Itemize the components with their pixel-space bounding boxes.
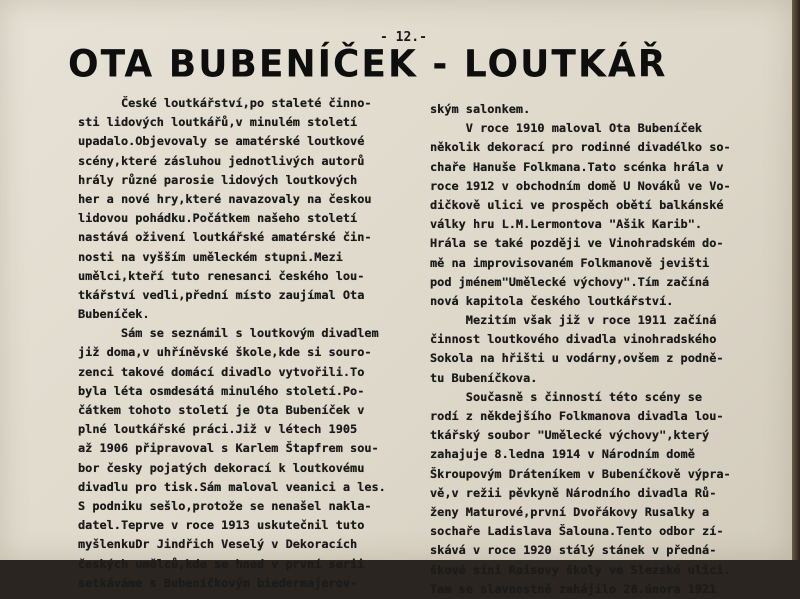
text-line: České loutkářství,po staleté činno- xyxy=(78,96,372,110)
text-line: chaře Hanuše Folkmana.Tato scénka hrála v xyxy=(430,159,724,174)
text-line: nastává oživení loutkářské amatérské čin- xyxy=(78,230,372,245)
text-line: plné loutkářské práci.Již v létech 1905 xyxy=(78,422,358,437)
text-line: setkáváme s Bubeníčkovým biedermajerov- xyxy=(78,575,358,590)
text-line: války hru L.M.Lermontova "Ašik Karib". xyxy=(430,217,703,232)
text-line: datel.Teprve v roce 1913 uskutečnil tuto xyxy=(78,518,365,533)
text-line: Škroupovým Dráteníkem v Bubeníčkově výpra- xyxy=(430,466,731,481)
text-line: ským salonkem. xyxy=(430,102,531,116)
text-line: bor česky pojatých dekorací k loutkovému xyxy=(78,460,365,475)
text-line: dičkově ulici ve prospěch obětí balkánské xyxy=(430,197,724,212)
text-line: V roce 1910 maloval Ota Bubeníček xyxy=(430,121,703,136)
text-line: tu Bubeníčkova. xyxy=(430,370,538,385)
text-line: myšlenkuDr Jindřich Veselý v Dekoracích xyxy=(78,537,358,552)
text-line: her a nové hry,které navazovaly na českou xyxy=(78,191,372,206)
article-title: OTA BUBENÍČEK - LOUTKÁŘ xyxy=(68,42,668,87)
text-line: S podniku sešlo,protože se nenašel nakla- xyxy=(78,498,372,513)
text-line: Současně s činností této scény se xyxy=(430,389,703,404)
text-line: nová kapitola českého loutkářství. xyxy=(430,293,674,308)
text-line: tkářství vedli,přední místo zaujímal Ota xyxy=(78,287,365,302)
text-line: tkářský soubor "Umělecké výchovy",který xyxy=(430,428,710,443)
text-line: škové síni Raisovy školy ve Slezské ulici. xyxy=(430,562,731,577)
text-line: umělci,kteří tuto renesanci českého lou- xyxy=(78,268,365,283)
text-line: roce 1912 v obchodním domě U Nováků ve Vo- xyxy=(430,178,731,193)
text-line: čátkem tohoto století je Ota Bubeníček v xyxy=(78,403,365,417)
text-line: vě,v režii pěvkyně Národního divadla Rů- xyxy=(430,485,717,500)
text-line: hrály různé parosie lidových loutkových xyxy=(78,172,358,187)
text-line: rodí z někdejšího Folkmanova divadla lou- xyxy=(430,409,724,423)
text-line: Sám se seznámil s loutkovým divadlem xyxy=(78,326,379,341)
text-line: lidovou pohádku.Počátkem našeho století xyxy=(78,211,358,226)
text-line: upadalo.Objevovaly se amatérské loutkové xyxy=(78,134,365,149)
text-line: sti lidových loutkářů,v minulém století xyxy=(78,115,358,130)
text-line: ženy Maturové,první Dvořákovy Rusalky a xyxy=(430,504,710,519)
text-line: činnost loutkového divadla vinohradského xyxy=(430,332,717,347)
text-line: již doma,v uhříněvské škole,kde si souro- xyxy=(78,345,372,360)
text-line: divadlu pro tisk.Sám maloval veanici a les. xyxy=(78,479,386,494)
text-line: až 1906 připravoval s Karlem Štapfrem sou- xyxy=(78,441,379,456)
left-column xyxy=(78,94,386,593)
text-line: sochaře Ladislava Šalouna.Tento odbor zí- xyxy=(430,524,724,539)
page-number: - 12.- xyxy=(380,30,427,45)
text-line: skává v roce 1920 stálý stánek v předná- xyxy=(430,543,717,558)
text-line: zahajuje 8.ledna 1914 v Národním domě xyxy=(430,447,695,462)
text-line: nosti na vyšším uměleckém stupni.Mezi xyxy=(78,249,343,264)
text-line: Tam se slavnostně zahájilo 28.února 1921 xyxy=(430,581,717,596)
text-line: pod jménem"Umělecké výchovy".Tím začíná xyxy=(430,274,710,289)
text-line: několik dekorací pro rodinné divadélko so- xyxy=(430,140,731,155)
right-column xyxy=(430,100,731,599)
text-line: mě na improvisovaném Folkmanově jevišti xyxy=(430,255,710,270)
text-line: scény,které zásluhou jednotlivých autorů xyxy=(78,153,365,168)
text-line: Mezitím však již v roce 1911 začíná xyxy=(430,313,717,328)
text-line: byla léta osmdesátá minulého století.Po- xyxy=(78,383,365,398)
book-edge xyxy=(792,0,800,560)
text-line: Sokola na hřišti u vodárny,ovšem z podně- xyxy=(430,351,724,366)
text-line: českých umělců,kde se hned v první serii xyxy=(78,556,365,571)
text-line: Bubeníček. xyxy=(78,307,150,322)
text-line: Hrála se také později ve Vinohradském do- xyxy=(430,236,724,251)
text-line: zenci takové domácí divadlo vytvořili.To xyxy=(78,364,365,379)
